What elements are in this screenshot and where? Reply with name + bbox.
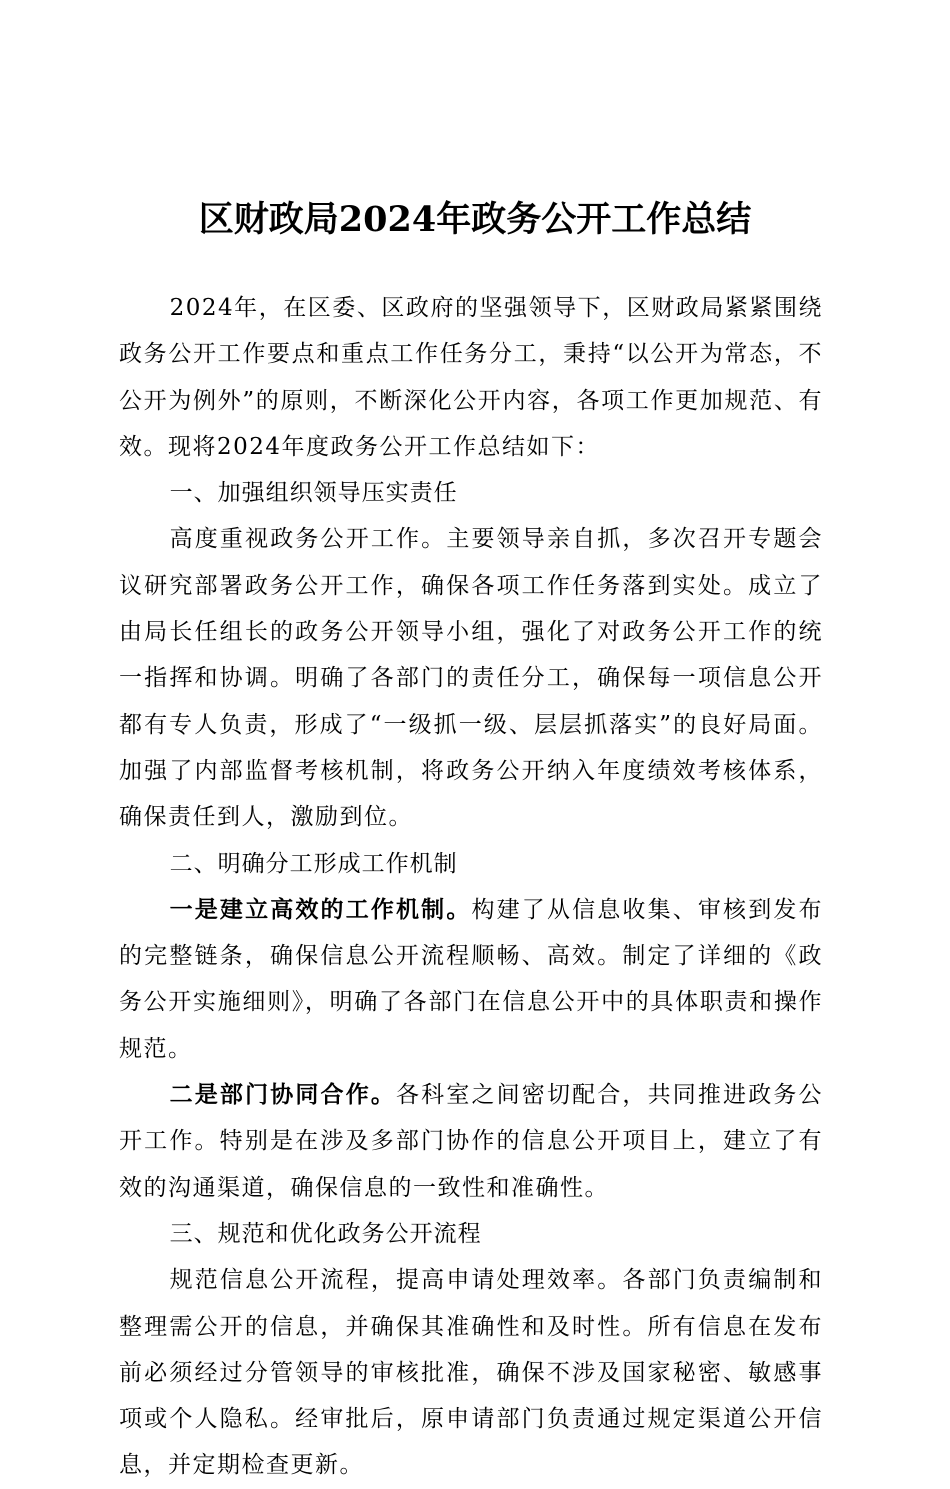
section-2-point-1: [119, 887, 823, 1072]
document-title: 区财政局2024年政务公开工作总结: [198, 199, 752, 240]
section-3-paragraph: 规范信息公开流程，提高申请处理效率。各部门负责编制和整理需公开的信息，并确保其准确性和及时性。所有信息在发布前必须经过分管领导的审核批准，确保不涉及国家秘密、敏感事项或个人隐私。经审批后，原申请部门负责通过规定渠道公开信息，并定期检查更新。: [119, 1267, 823, 1479]
point-2-text: 各科室之间密切配合，共同推进政务公开工作。特别是在涉及多部门协作的信息公开项目上，建立了有效的沟通渠道，确保信息的一致性和准确性。: [119, 1082, 823, 1201]
section-heading-2: 二、明确分工形成工作机制: [169, 850, 458, 877]
section-1-paragraph: 高度重视政务公开工作。主要领导亲自抓，多次召开专题会议研究部署政务公开工作，确保各项工作任务落到实处。成立了由局长任组长的政务公开领导小组，强化了对政务公开工作的统一指挥和协调。明确了各部门的责任分工，确保每一项信息公开都有专人负责，形成了“一级抓一级、层层抓落实”的良好局面。加强了内部监督考核机制，将政务公开纳入年度绩效考核体系，确保责任到人，激励到位。: [119, 526, 823, 831]
document-body: [119, 285, 823, 1489]
point-2-lead: 二是部门协同合作。: [169, 1082, 396, 1109]
section-heading-3: 三、规范和优化政务公开流程: [169, 1220, 482, 1247]
section-2-point-2: [119, 1072, 823, 1211]
point-1-lead: 一是建立高效的工作机制。: [169, 896, 472, 923]
intro-paragraph: 2024年，在区委、区政府的坚强领导下，区财政局紧紧围绕政务公开工作要点和重点工作任务分工，秉持“以公开为常态，不公开为例外”的原则，不断深化公开内容，各项工作更加规范、有效。现将2024年度政务公开工作总结如下：: [119, 295, 823, 460]
section-heading-1: 一、加强组织领导压实责任: [169, 480, 458, 507]
point-1-text: 构建了从信息收集、审核到发布的完整链条，确保信息公开流程顺畅、高效。制定了详细的《政务公开实施细则》，明确了各部门在信息公开中的具体职责和操作规范。: [119, 896, 823, 1062]
